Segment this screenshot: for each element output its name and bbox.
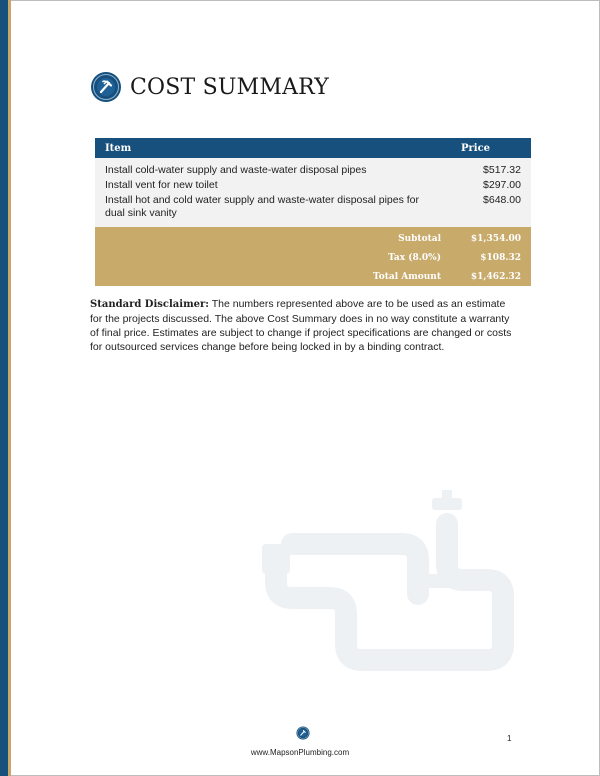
disclaimer-label: Standard Disclaimer: bbox=[90, 299, 209, 310]
pipe-watermark-icon bbox=[262, 484, 522, 694]
table-row bbox=[95, 158, 531, 178]
disclaimer-paragraph bbox=[90, 297, 520, 354]
tax-label: Tax (8.0%) bbox=[95, 248, 451, 267]
row-price: $648.00 bbox=[451, 193, 531, 227]
price-column-header: Price bbox=[451, 138, 531, 158]
side-accent-stripe bbox=[8, 0, 11, 776]
footer-logo-icon bbox=[296, 726, 310, 740]
row-price: $517.32 bbox=[451, 158, 531, 178]
subtotal-value: $1,354.00 bbox=[451, 227, 531, 248]
tax-value: $108.32 bbox=[451, 248, 531, 267]
subtotal-row bbox=[95, 227, 531, 248]
page-title: COST SUMMARY bbox=[130, 74, 329, 100]
table-row bbox=[95, 178, 531, 193]
subtotal-label: Subtotal bbox=[95, 227, 451, 248]
cost-table bbox=[95, 138, 531, 286]
total-row bbox=[95, 267, 531, 286]
footer-website-link[interactable]: www.MapsonPlumbing.com bbox=[250, 748, 350, 757]
total-value: $1,462.32 bbox=[451, 267, 531, 286]
row-item: Install hot and cold water supply and waste-water disposal pipes for dual sink vanity bbox=[95, 193, 451, 227]
disclaimer-text: The numbers represented above are to be used as an estimate for the projects discussed. The above Cost Summary does in no way constitute a warranty of final price. Estimates are subject to change if project specifications are changed or costs for outsourced services change before being locked in by a binding contract. bbox=[90, 298, 512, 353]
item-column-header: Item bbox=[95, 138, 451, 158]
side-accent-bar bbox=[0, 0, 8, 776]
row-price: $297.00 bbox=[451, 178, 531, 193]
total-label: Total Amount bbox=[95, 267, 451, 286]
table-header-row bbox=[95, 138, 531, 158]
row-item: Install vent for new toilet bbox=[95, 178, 451, 193]
tax-row bbox=[95, 248, 531, 267]
company-logo-icon bbox=[90, 71, 122, 103]
row-item: Install cold-water supply and waste-water disposal pipes bbox=[95, 158, 451, 178]
page-number: 1 bbox=[507, 734, 512, 743]
page-heading bbox=[90, 70, 329, 104]
table-row bbox=[95, 193, 531, 227]
